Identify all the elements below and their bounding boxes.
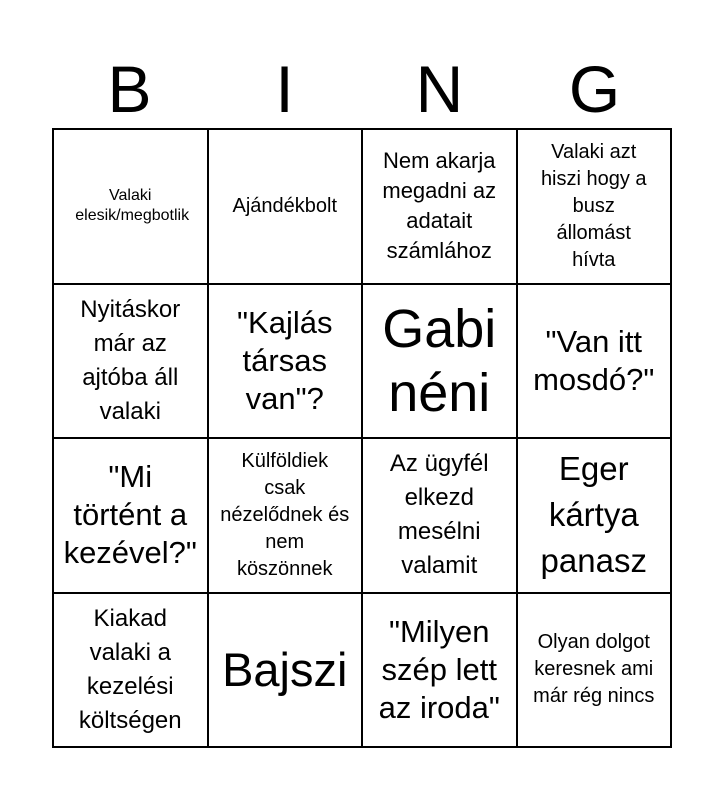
- cell-text: "Mi történt a kezével?": [63, 459, 197, 571]
- bingo-cell[interactable]: [54, 130, 209, 285]
- cell-text: "Kajlás társas van"?: [237, 304, 333, 416]
- cell-text: Eger kártya panasz: [540, 450, 647, 580]
- bingo-cell[interactable]: [209, 439, 364, 594]
- bingo-cell[interactable]: [518, 594, 673, 749]
- cell-text: Nem akarja megadni az adatait számlához: [382, 148, 497, 264]
- bingo-cell[interactable]: [363, 285, 518, 440]
- cell-text: "Milyen szép lett az iroda": [378, 613, 500, 725]
- cell-text: Az ügyfél elkezd mesélni valamit: [389, 450, 489, 580]
- cell-text: Valaki azt hiszi hogy a busz állomást hívta: [540, 140, 647, 271]
- cell-text: Gabi néni: [382, 298, 497, 423]
- cell-text: Ajándékbolt: [232, 194, 338, 217]
- bingo-board: [52, 128, 672, 748]
- cell-text: Olyan dolgot keresnek ami már rég nincs: [533, 631, 655, 708]
- header-letter-g: G: [568, 52, 621, 126]
- bingo-cell[interactable]: [363, 594, 518, 749]
- bingo-cell[interactable]: [209, 594, 364, 749]
- cell-text: Valaki elesik/megbotlik: [75, 187, 190, 225]
- header-letter-b: B: [107, 52, 152, 126]
- cell-text: Kiakad valaki a kezelési költségen: [78, 604, 182, 734]
- header-letter-i: I: [275, 52, 294, 126]
- cell-text: Bajszi: [222, 642, 348, 696]
- cell-text: Külföldiek csak nézelődnek és nem köszönnek: [220, 449, 350, 580]
- bingo-cell[interactable]: [209, 130, 364, 285]
- bingo-cell[interactable]: [54, 285, 209, 440]
- cell-text: "Van itt mosdó?": [533, 323, 655, 397]
- bingo-cell[interactable]: [363, 130, 518, 285]
- bingo-header: [52, 50, 672, 128]
- bingo-cell[interactable]: [54, 594, 209, 749]
- cell-text: Nyitáskor már az ajtóba áll valaki: [80, 295, 181, 425]
- bingo-cell[interactable]: [518, 285, 673, 440]
- bingo-cell[interactable]: [518, 439, 673, 594]
- bingo-cell[interactable]: [518, 130, 673, 285]
- header-letter-n: N: [415, 52, 464, 126]
- bingo-cell[interactable]: [363, 439, 518, 594]
- bingo-cell[interactable]: [54, 439, 209, 594]
- bingo-cell[interactable]: [209, 285, 364, 440]
